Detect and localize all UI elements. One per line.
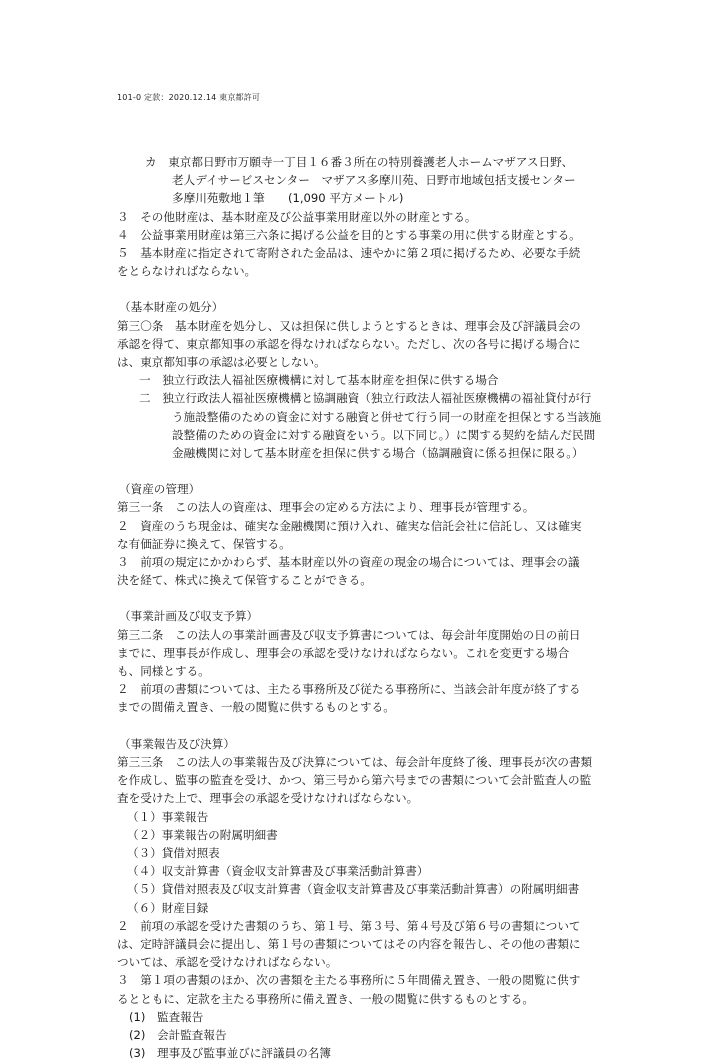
- document-header: 101-0 定款：2020.12.14 東京都許可: [117, 93, 261, 102]
- list-item: （１）事業報告: [127, 809, 209, 824]
- article-33-line-2: を作成し、監事の監査を受け、かつ、第三号から第六号までの書類について会計監査人の監: [117, 773, 592, 788]
- article-33-line-1: 第三三条 この法人の事業報告及び決算については、毎会計年度終了後、理事長が次の書類: [117, 754, 593, 769]
- item-ka-line-1: カ 東京都日野市万願寺一丁目１６番３所在の特別養護老人ホームマザアス日野、: [145, 155, 574, 169]
- article-31-para-3-line-1: ３ 前項の規定にかかわらず、基本財産以外の資産の現金の場合については、理事会の議: [117, 555, 580, 570]
- article-30-line-2: 承認を得て、東京都知事の承認を得なければならない。ただし、次の各号に掲げる場合に: [117, 336, 581, 351]
- article-33-para-2-line-1: ２ 前項の承認を受けた書類のうち、第１号、第３号、第４号及び第６号の書類について: [117, 918, 581, 933]
- list-item: （５）貸借対照表及び収支計算書（資金収支計算書及び事業活動計算書）の附属明細書: [127, 882, 580, 897]
- list-item: (3) 理事及び監事並びに評議員の名簿: [129, 1046, 331, 1061]
- article-33-heading: （事業報告及び決算）: [119, 736, 235, 751]
- article-33-para-2-line-3: ついては、承認を受けなければならない。: [117, 955, 338, 970]
- paragraph-3: ３ その他財産は、基本財産及び公益事業用財産以外の財産とする。: [117, 209, 477, 224]
- article-30-item-1: 一 独立行政法人福祉医療機構に対して基本財産を担保に供する場合: [139, 373, 499, 388]
- article-33-para-2-line-2: は、定時評議員会に提出し、第１号の書類についてはその内容を報告し、その他の書類に: [117, 936, 581, 951]
- paragraph-5-line-1: ５ 基本財産に指定されて寄附された金品は、速やかに第２項に掲げるため、必要な手続: [117, 246, 581, 261]
- list-item: （６）財産目録: [127, 900, 209, 915]
- article-30-line-1: 第三〇条 基本財産を処分し、又は担保に供しようとするときは、理事会及び評議員会の: [117, 318, 581, 333]
- article-30-line-3: は、東京都知事の承認は必要としない。: [117, 355, 326, 370]
- article-31-line-1: 第三一条 この法人の資産は、理事会の定める方法により、理事長が管理する。: [117, 500, 535, 515]
- article-30-heading: （基本財産の処分）: [119, 300, 224, 315]
- list-item: (1) 監査報告: [129, 1009, 204, 1024]
- document-body: [117, 153, 627, 1062]
- article-30-item-2-line-4: 金融機関に対して基本財産を担保に供する場合（協調融資に係る担保に限る。）: [172, 446, 584, 461]
- article-30-item-2-line-1: 二 独立行政法人福祉医療機構と協調融資（独立行政法人福祉医療機構の福祉貸付が行: [139, 391, 592, 406]
- paragraph-4: ４ 公益事業用財産は第三六条に掲げる公益を目的とする事業の用に供する財産とする。: [117, 227, 581, 242]
- article-30-item-2-line-3: 設整備のための資金に対する融資をいう。以下同じ。）に関する契約を結んだ民間: [172, 427, 596, 442]
- list-item: (2) 会計監査報告: [129, 1027, 227, 1042]
- article-31-para-2-line-2: な有価証券に換えて、保管する。: [117, 536, 291, 551]
- article-31-para-2-line-1: ２ 資産のうち現金は、確実な金融機関に預け入れ、確実な信託会社に信託し、又は確実: [117, 518, 582, 533]
- article-32-para-2-line-2: までの間備え置き、一般の閲覧に供するものとする。: [117, 700, 395, 715]
- article-33-para-3-line-2: るとともに、定款を主たる事務所に備え置き、一般の閲覧に供するものとする。: [117, 991, 534, 1006]
- article-31-para-3-line-2: 決を経て、株式に換えて保管することができる。: [117, 573, 372, 588]
- article-33-para-3-line-1: ３ 第１項の書類のほか、次の書類を主たる事務所に５年間備え置き、一般の閲覧に供す: [117, 973, 581, 988]
- article-31-heading: （資産の管理）: [119, 482, 201, 497]
- article-32-line-3: も、同様とする。: [117, 664, 210, 679]
- list-item: （４）収支計算書（資金収支計算書及び事業活動計算書）: [127, 864, 429, 879]
- paragraph-5-line-2: をとらなければならない。: [117, 264, 257, 279]
- item-ka-line-2: 老人デイサービスセンター マザアス多摩川苑、日野市地域包括支援センター: [172, 173, 576, 188]
- article-32-line-2: までに、理事長が作成し、理事会の承認を受けなければならない。これを変更する場合: [117, 645, 570, 660]
- article-32-heading: （事業計画及び収支予算）: [119, 609, 259, 624]
- article-32-para-2-line-1: ２ 前項の書類については、主たる事務所及び従たる事務所に、当該会計年度が終了する: [117, 682, 581, 697]
- list-item: （３）貸借対照表: [127, 845, 220, 860]
- item-ka-line-3: 多摩川苑敷地１筆 (1,090 平方メートル): [172, 191, 404, 206]
- article-32-line-1: 第三二条 この法人の事業計画書及び収支予算書については、毎会計年度開始の日の前日: [117, 627, 581, 642]
- article-33-line-3: 査を受けた上で、理事会の承認を受けなければならない。: [117, 791, 419, 806]
- article-30-item-2-line-2: う施設整備のための資金に対する融資と併せて行う同一の財産を担保とする当該施: [172, 409, 601, 424]
- list-item: （２）事業報告の附属明細書: [127, 827, 278, 842]
